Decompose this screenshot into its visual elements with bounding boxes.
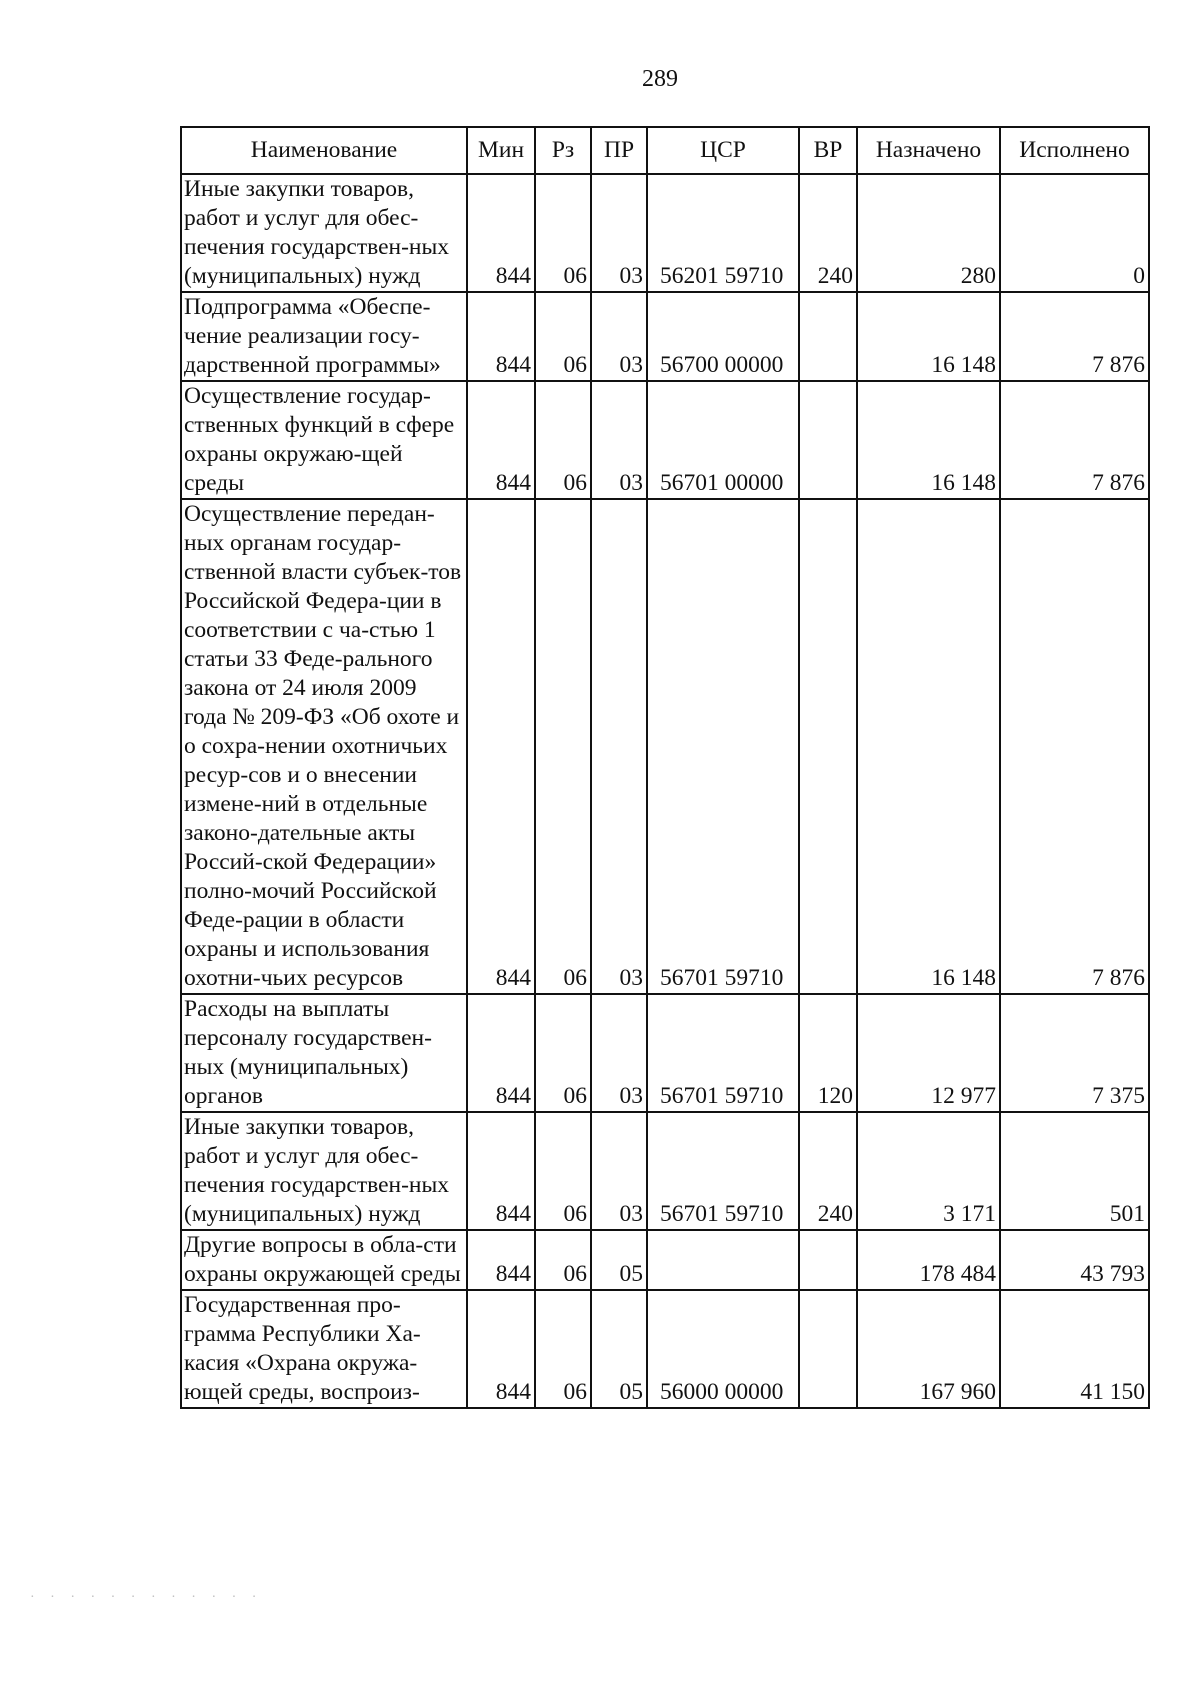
row-assigned: 16 148 [857, 292, 1000, 381]
row-executed: 501 [1000, 1112, 1149, 1230]
row-min: 844 [467, 499, 535, 994]
row-pr: 03 [591, 1112, 647, 1230]
table-row [181, 381, 1149, 499]
header-name: Наименование [181, 127, 467, 174]
row-min: 844 [467, 1230, 535, 1290]
row-vr [799, 292, 857, 381]
row-vr [799, 1230, 857, 1290]
row-name: Подпрограмма «Обеспе-чение реализации госу-дарственной программы» [181, 292, 467, 381]
row-assigned: 167 960 [857, 1290, 1000, 1408]
row-vr: 120 [799, 994, 857, 1112]
row-vr [799, 381, 857, 499]
row-csr: 56701 59710 [647, 994, 799, 1112]
row-rz: 06 [535, 381, 591, 499]
row-pr: 03 [591, 381, 647, 499]
row-min: 844 [467, 174, 535, 292]
row-name: Иные закупки товаров, работ и услуг для обес-печения государствен-ных (муниципальных) нужд [181, 1112, 467, 1230]
row-csr: 56701 00000 [647, 381, 799, 499]
row-csr: 56201 59710 [647, 174, 799, 292]
row-rz: 06 [535, 994, 591, 1112]
budget-table [180, 126, 1150, 1409]
row-name: Осуществление передан-ных органам государ-ственной власти субъек-тов Российской Федера-ции в соответствии с ча-стью 1 статьи 33 Феде-рального закона от 24 июля 2009 года № 209-ФЗ «Об охоте и о сохра-нении охотничьих ресур-сов и о внесении измене-ний в отдельные законо-дательные акты Россий-ской Федерации» полно-мочий Российской Феде-рации в области охраны и использования охотни-чьих ресурсов [181, 499, 467, 994]
row-pr: 05 [591, 1230, 647, 1290]
page-number: 289 [642, 66, 678, 92]
row-rz: 06 [535, 174, 591, 292]
table-header-row [181, 127, 1149, 174]
row-csr [647, 1230, 799, 1290]
row-min: 844 [467, 1290, 535, 1408]
row-rz: 06 [535, 1290, 591, 1408]
header-pr: ПР [591, 127, 647, 174]
table-row [181, 994, 1149, 1112]
row-min: 844 [467, 292, 535, 381]
row-pr: 03 [591, 292, 647, 381]
table-row [181, 1230, 1149, 1290]
row-executed: 0 [1000, 174, 1149, 292]
row-assigned: 16 148 [857, 381, 1000, 499]
header-rz: Рз [535, 127, 591, 174]
row-csr: 56701 59710 [647, 1112, 799, 1230]
row-rz: 06 [535, 292, 591, 381]
row-vr: 240 [799, 174, 857, 292]
row-executed: 7 876 [1000, 292, 1149, 381]
row-executed: 41 150 [1000, 1290, 1149, 1408]
row-assigned: 178 484 [857, 1230, 1000, 1290]
row-pr: 05 [591, 1290, 647, 1408]
row-vr [799, 1290, 857, 1408]
row-pr: 03 [591, 174, 647, 292]
row-assigned: 16 148 [857, 499, 1000, 994]
table-row [181, 499, 1149, 994]
table-row [181, 1112, 1149, 1230]
header-vr: ВР [799, 127, 857, 174]
row-assigned: 280 [857, 174, 1000, 292]
row-name: Расходы на выплаты персоналу государствен-ных (муниципальных) органов [181, 994, 467, 1112]
header-csr: ЦСР [647, 127, 799, 174]
row-assigned: 3 171 [857, 1112, 1000, 1230]
row-min: 844 [467, 994, 535, 1112]
row-vr: 240 [799, 1112, 857, 1230]
row-name: Другие вопросы в обла-сти охраны окружающей среды [181, 1230, 467, 1290]
header-executed: Исполнено [1000, 127, 1149, 174]
row-csr: 56000 00000 [647, 1290, 799, 1408]
row-name: Осуществление государ-ственных функций в сфере охраны окружаю-щей среды [181, 381, 467, 499]
row-executed: 7 876 [1000, 381, 1149, 499]
scan-artifact: · · · · · · · · · · · · [30, 1590, 263, 1605]
table-row [181, 174, 1149, 292]
header-min: Мин [467, 127, 535, 174]
row-executed: 7 876 [1000, 499, 1149, 994]
row-assigned: 12 977 [857, 994, 1000, 1112]
row-pr: 03 [591, 499, 647, 994]
row-pr: 03 [591, 994, 647, 1112]
row-csr: 56700 00000 [647, 292, 799, 381]
row-rz: 06 [535, 1230, 591, 1290]
row-rz: 06 [535, 1112, 591, 1230]
header-assigned: Назначено [857, 127, 1000, 174]
row-name: Государственная про-грамма Республики Ха-касия «Охрана окружа-ющей среды, воспроиз- [181, 1290, 467, 1408]
row-executed: 43 793 [1000, 1230, 1149, 1290]
row-vr [799, 499, 857, 994]
table-row [181, 292, 1149, 381]
row-min: 844 [467, 381, 535, 499]
row-executed: 7 375 [1000, 994, 1149, 1112]
table-row [181, 1290, 1149, 1408]
row-rz: 06 [535, 499, 591, 994]
row-csr: 56701 59710 [647, 499, 799, 994]
row-name: Иные закупки товаров, работ и услуг для обес-печения государствен-ных (муниципальных) нужд [181, 174, 467, 292]
row-min: 844 [467, 1112, 535, 1230]
